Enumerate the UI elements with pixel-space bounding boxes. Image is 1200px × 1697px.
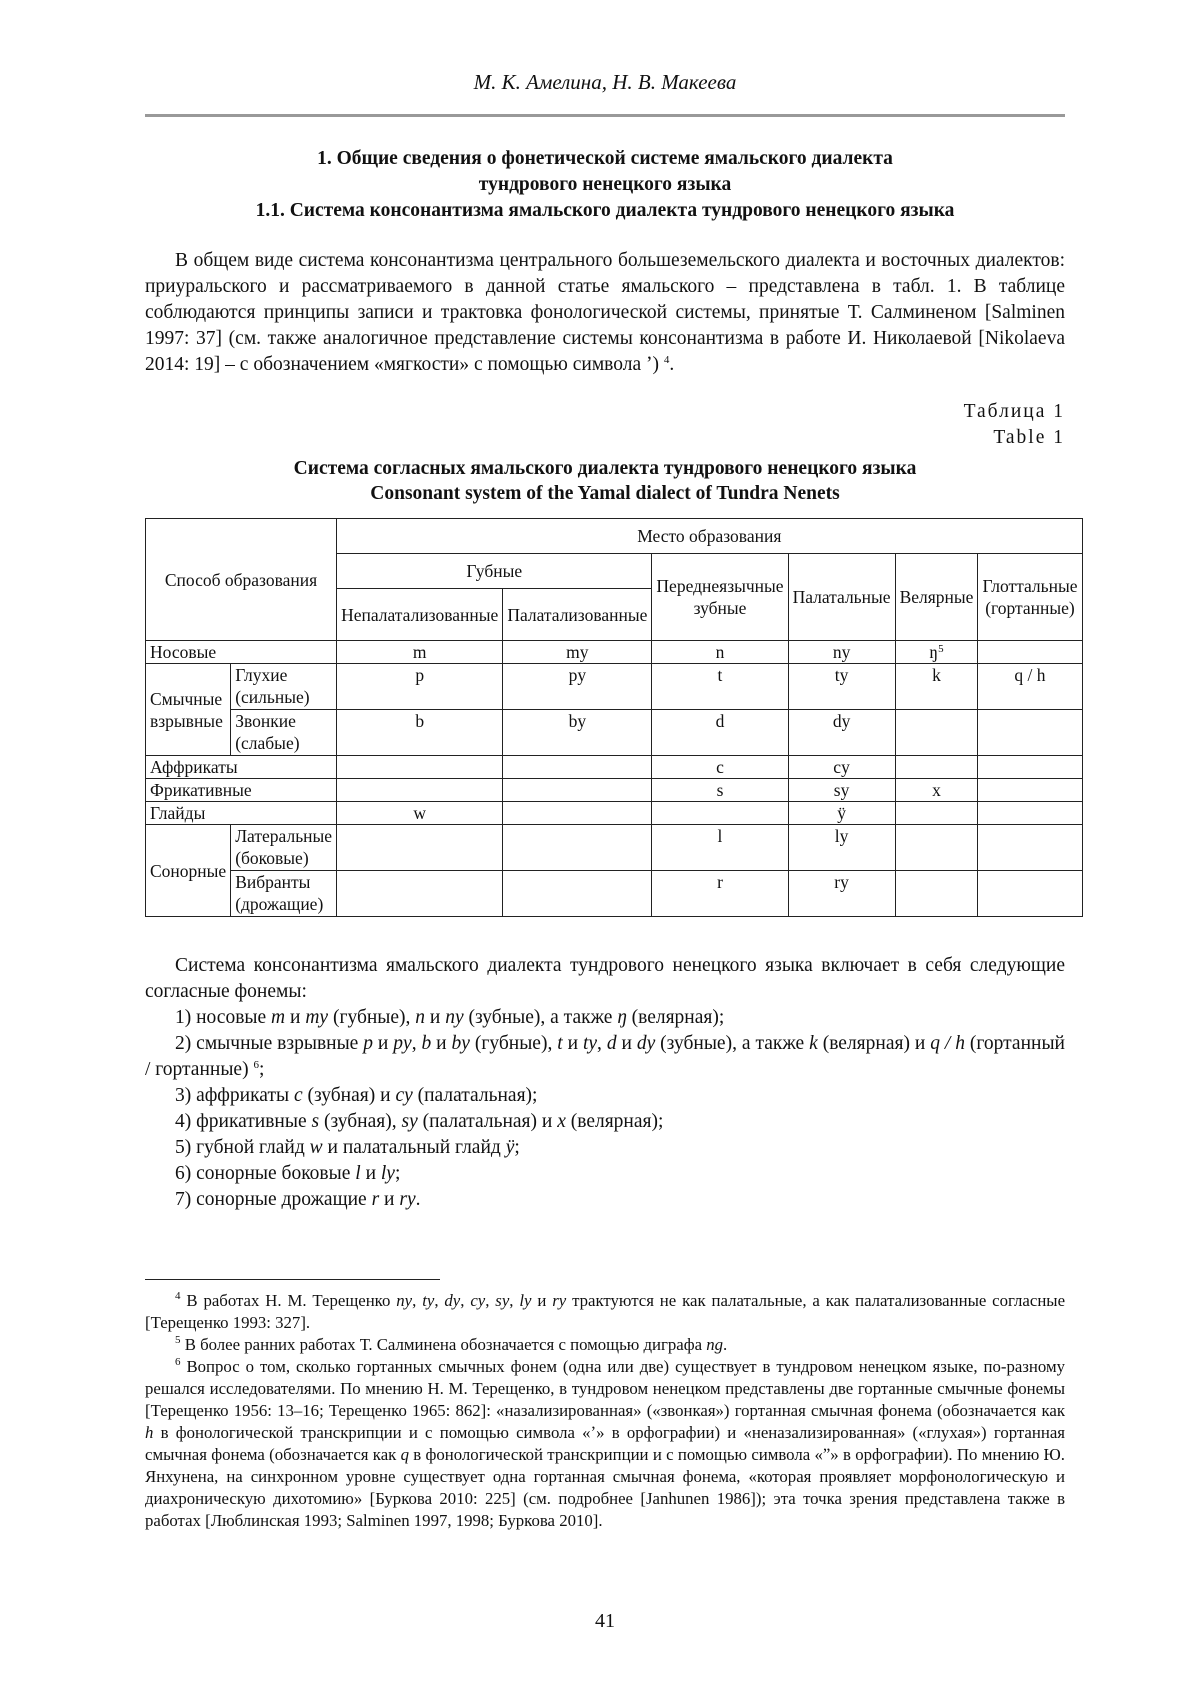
- header-labial: Губные: [337, 554, 652, 589]
- cell-empty: [503, 756, 652, 779]
- cell-empty: [895, 756, 978, 779]
- cell-empty: [503, 825, 652, 871]
- table-caption-en: Consonant system of the Yamal dialect of Tundra Nenets: [370, 483, 840, 504]
- subsection-title: 1.1. Система консонантизма ямальского диалекта тундрового ненецкого языка: [255, 200, 955, 221]
- footnote-4-term-list: ny, ty, dy, cy, sy, ly и ry: [396, 1291, 567, 1310]
- cell-empty: [895, 871, 978, 917]
- paragraph-2: [145, 953, 1065, 1005]
- cell-x: x: [895, 779, 978, 802]
- cell-c: c: [652, 756, 788, 779]
- table-label-ru: Таблица 1: [963, 401, 1065, 422]
- cell-ng: [895, 641, 978, 664]
- footnote-6: $^6$ Вопрос о том, сколько гортанных смычных фонем (одна или две) существует в тундровом ненецком языке, по-разному решался исследователями. По мнению Н. М. Терещенко, в тундровом ненецком представлены две гортанные смычные фонемы [Терещенко 1956: 13–16; Терещенко 1965: 862]: «назализированная» («звонкая») гортанная смычная фонема (обозначается как h в фонологической транскрипции и с помощью символа «ʼ» в орфографии) и «неназализированная» («глухая») гортанная смычная фонема (обозначается как q в фонологической транскрипции и с помощью символа «ˮ» в орфографии). По мнению Ю. Янхунена, на синхронном уровне существует одна гортанная смычная фонема, «которая проявляет морфонологическую и диахроническую дихотомию» [Буркова 2010: 225] (см. подробнее [Janhunen 1986]); эта точка зрения представлена также в работах [Люблинская 1993; Salminen 1997, 1998; Буркова 2010].: [145, 1356, 1065, 1530]
- cell-ry: ry: [788, 871, 895, 917]
- cell-empty: [895, 710, 978, 756]
- cell-sy: sy: [788, 779, 895, 802]
- footnote-term: ry: [552, 1291, 567, 1310]
- consonant-table: [145, 518, 1083, 917]
- cell-k: k: [895, 664, 978, 710]
- cell-empty: [895, 825, 978, 871]
- table-label-en: Table 1: [993, 427, 1065, 448]
- table-row: [146, 641, 1083, 664]
- footnote-term: cy: [470, 1291, 486, 1310]
- cell-empty: [978, 756, 1082, 779]
- intro-paragraph: [145, 248, 1065, 378]
- header-glottal: Глоттальные (гортанные): [978, 554, 1082, 641]
- header-palatal: Палатальные: [788, 554, 895, 641]
- row-fricatives: Фрикативные: [146, 779, 337, 802]
- cell-b: b: [337, 710, 503, 756]
- cell-empty: [503, 871, 652, 917]
- list-item: 6) сонорные боковые l и ly;: [175, 1163, 401, 1184]
- cell-empty: [337, 779, 503, 802]
- cell-s: s: [652, 779, 788, 802]
- header-rule: [145, 114, 1065, 117]
- cell-t: t: [652, 664, 788, 710]
- list-item: 1) носовые m и my (губные), n и ny (зубные), а также ŋ (велярная);: [175, 1007, 725, 1028]
- row-voiced: Звонкие (слабые): [231, 710, 337, 756]
- row-sonorants: Сонорные: [146, 825, 231, 917]
- running-head: М. К. Амелина, Н. В. Макеева: [473, 70, 737, 94]
- cell-n: n: [652, 641, 788, 664]
- header-velar: Велярные: [895, 554, 978, 641]
- cell-dy: dy: [788, 710, 895, 756]
- intro-end: .: [669, 354, 675, 375]
- cell-empty: [337, 825, 503, 871]
- table-row: [146, 710, 1083, 756]
- table-row: [146, 871, 1083, 917]
- cell-ng-symbol: ŋ: [929, 642, 939, 662]
- footnote-ref-4[interactable]: 4: [663, 354, 670, 366]
- cell-empty: [978, 871, 1082, 917]
- header-dental: Переднеязычные зубные: [652, 554, 788, 641]
- row-vibrant: Вибранты (дрожащие): [231, 871, 337, 917]
- phoneme-list: [145, 1005, 1065, 1213]
- section-title: [145, 146, 1065, 198]
- footnote-ref-5[interactable]: 5: [938, 643, 944, 655]
- footnote-term: ly: [519, 1291, 532, 1310]
- cell-p: p: [337, 664, 503, 710]
- cell-py: py: [503, 664, 652, 710]
- cell-empty: [337, 871, 503, 917]
- cell-qh: q / h: [978, 664, 1082, 710]
- cell-empty: [337, 756, 503, 779]
- cell-w: w: [337, 802, 503, 825]
- row-nasal: Носовые: [146, 641, 337, 664]
- cell-ny: ny: [788, 641, 895, 664]
- cell-empty: [978, 641, 1082, 664]
- header-place: Место образования: [337, 519, 1082, 554]
- table-row: [146, 664, 1083, 710]
- section-title-line-1: 1. Общие сведения о фонетической системе ямальского диалекта: [317, 148, 893, 169]
- cell-empty: [503, 802, 652, 825]
- paragraph-2-text: Система консонантизма ямальского диалекта тундрового ненецкого языка включает в себя следующие согласные фонемы:: [145, 955, 1065, 1002]
- cell-empty: [978, 802, 1082, 825]
- intro-text: В общем виде система консонантизма центрального большеземельского диалекта и восточных диалектов: приуральского и рассматриваемого в данной статье ямальского – представлена в табл. 1. В таблице соблюдаются принципы записи и трактовка фонологической системы, принятые Т. Салминеном [Salminen 1997: 37] (см. также аналогичное представление системы консонантизма в работе И. Николаевой [Nikolaeva 2014: 19] – с обозначением «мягкости» с помощью символа ʼ): [145, 250, 1065, 375]
- table-caption-ru: Система согласных ямальского диалекта тундрового ненецкого языка: [293, 458, 917, 479]
- footnote-term: dy: [444, 1291, 461, 1310]
- footnote-term: ty: [422, 1291, 435, 1310]
- row-affricates: Аффрикаты: [146, 756, 337, 779]
- footnote-rule: [145, 1279, 440, 1280]
- footnote-5: $^5$ В более ранних работах Т. Салминена обозначается с помощью диграфа ng.: [175, 1334, 728, 1354]
- cell-ty: ty: [788, 664, 895, 710]
- cell-my: my: [503, 641, 652, 664]
- list-item: 3) аффрикаты c (зубная) и cy (палатальная);: [175, 1085, 538, 1106]
- row-glides: Глайды: [146, 802, 337, 825]
- table-row: [146, 802, 1083, 825]
- cell-l: l: [652, 825, 788, 871]
- cell-empty: [978, 710, 1082, 756]
- header-nonpalatalized: Непалатализованные: [337, 589, 503, 641]
- cell-d: d: [652, 710, 788, 756]
- footnote-term: sy: [495, 1291, 510, 1310]
- cell-y: ÿ: [788, 802, 895, 825]
- footnote-ref-6[interactable]: 6: [253, 1059, 259, 1071]
- cell-m: m: [337, 641, 503, 664]
- cell-empty: [652, 802, 788, 825]
- footnote-4: $^4$ В работах Н. М. Терещенко ny, ty, dy, cy, sy, ly и ry трактуются не как палатальные, а как палатализованные согласные [Терещенко 1993: 327].: [145, 1290, 1066, 1332]
- row-lateral: Латеральные (боковые): [231, 825, 337, 871]
- section-title-line-2: тундрового ненецкого языка: [478, 174, 732, 195]
- cell-empty: [895, 802, 978, 825]
- page-number: 41: [595, 1610, 615, 1632]
- row-voiceless: Глухие (сильные): [231, 664, 337, 710]
- row-stops: Смычные взрывные: [146, 664, 231, 756]
- cell-cy: cy: [788, 756, 895, 779]
- list-item: 5) губной глайд w и палатальный глайд ÿ;: [175, 1137, 520, 1158]
- header-manner: Способ образования: [146, 519, 337, 641]
- cell-empty: [978, 825, 1082, 871]
- list-item: 4) фрикативные s (зубная), sy (палатальная) и x (велярная);: [175, 1111, 664, 1132]
- list-item: 2) смычные взрывные p и py, b и by (губные), t и ty, d и dy (зубные), а также k (велярная) и q / h (гортанный / гортанные) $^6$;: [145, 1033, 1065, 1080]
- table-row: [146, 825, 1083, 871]
- cell-ly: ly: [788, 825, 895, 871]
- table-row: [146, 756, 1083, 779]
- table-row: [146, 779, 1083, 802]
- footnote-term: ny: [396, 1291, 413, 1310]
- list-item: 7) сонорные дрожащие r и ry.: [175, 1189, 421, 1210]
- cell-r: r: [652, 871, 788, 917]
- cell-empty: [978, 779, 1082, 802]
- header-palatalized: Палатализованные: [503, 589, 652, 641]
- cell-empty: [503, 779, 652, 802]
- cell-by: by: [503, 710, 652, 756]
